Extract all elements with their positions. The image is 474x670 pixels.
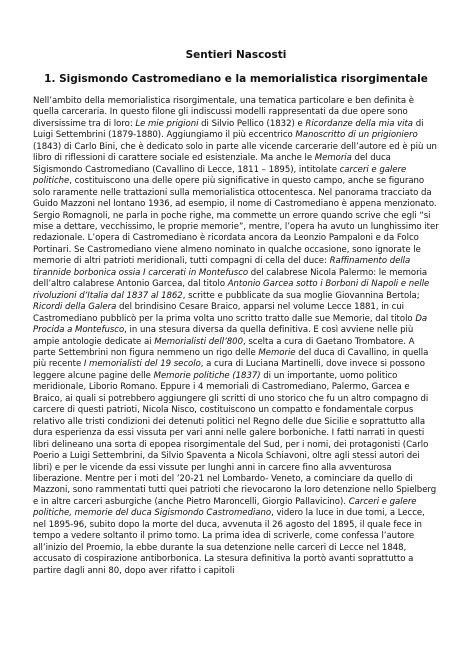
italic-title-text: Antonio Garcea sotto i Borboni di Napoli e nelle rivoluzioni d’Italia dal 1837 al 1862 — [33, 279, 430, 301]
italic-title-text: Carceri e galere politiche, memorie del duca Sigismondo Castromediano — [33, 496, 417, 519]
document-title: Sentieri Nascosti — [185, 49, 287, 61]
body-text-segment: , videro la luce in due tomi, a Lecce, nel 1895-96, subito dopo la morte del duca, avvenuta il 26 agosto del 1895, il quale fece in tempo a vedere soltanto il primo tomo. La prima idea di scriverle, come confessa l’autore all’inizio del Proemio, la ebbe durante la sua detenzione nelle carceri di Lecce nel 1848, accusato di cospirazione antiborbonica. La stesura definitiva la portò avanti soprattutto a partire dagli anni 80, dopo aver rifatto i capitoli — [33, 508, 425, 576]
italic-title-text: Memoria — [314, 153, 352, 164]
italic-title-text: Memorie politiche (1837) — [153, 370, 261, 381]
body-text-segment: del duca di Cavallino, in quella più recente — [33, 347, 429, 370]
body-text-segment: , a cura di Luciana Martinelli, dove invece si possono leggere alcune pagine delle — [33, 359, 425, 381]
italic-title-text: Ricordi della Galera — [33, 302, 117, 313]
body-text-segment: di Luigi Settembrini (1879-1880). Aggiungiamo il più eccentrico — [33, 118, 424, 141]
body-text-segment: , costituiscono una delle opere più significative in questo campo, anche se figurano solo raramente nelle trattazioni sulla memorialistica ottocentesca. Nel panorama tracciato da Guido Mazzoni nel lontano 1936, ad esempio, il nome di Castromediano è appena menzionato. Sergio Romagnoli, ne parla in poche righe, ma commette un errore quando scrive che egli “si mise a dettare, vecchissimo, le proprie memorie”, mentre, l’opera ha avuto un lunghissimo iter redazionale. L’opera di Castromediano è ricordata ancora da Leonzio Pampaloni e da Folco Portinari. Se Castromediano viene almeno nominato in qualche occasione, sono ignorate le memorie di altri patrioti meridionali, tutti compagni di cella del duce: — [33, 176, 439, 267]
section-heading: 1. Sigismondo Castromediano e la memorialistica risorgimentale — [44, 73, 428, 85]
body-text-segment: (1843) di Carlo Bini, che è dedicato solo in parte alle vicende carcerarie dell’autore ed è più un libro di riflessioni di carattere sociale ed esistenziale. Ma anche le — [33, 141, 437, 164]
body-paragraph — [33, 96, 439, 577]
body-text-segment: , scritte e pubblicate da sua moglie Giovannina Bertola; — [182, 290, 420, 301]
body-text-segment: di un importante, uomo politico meridionale, Liborio Romano. Eppure i 4 memoriali di Castromediano, Palermo, Garcea e Braico, ai quali si potrebbero aggiungere gli scritti di uno storico che fu un altro compagno di carcere di questi patrioti, Nicola Nisco, costituiscono un compatto e fondamentale corpus relativo alle tristi condizioni dei detenuti politici nel Regno delle due Sicilie e soprattutto alla dura esperienza da essi vissuta per vari anni nelle galere borboniche. I fatti narrati in questi libri delineano una sorta di epopea risorgimentale del Sud, per i nomi, dei protagonisti (Carlo Poerio a Luigi Settembrini, da Silvio Spaventa a Nicola Schiavoni, oltre agli stessi autori dei libri) e per le vicende da essi vissute per lunghi anni in carcere fino alla avventurosa liberazione. Mentre per i moti del ’20-21 nel Lombardo- Veneto, a cominciare da quello di Mazzoni, sono rammentati tutti quei patrioti che rievocarono la loro detenzione nello Spielberg e in altre carceri asburgiche (anche Pietro Maroncelli, Giorgio Pallavicino). — [33, 370, 437, 507]
italic-title-text: Le mie prigioni — [135, 118, 199, 129]
body-text-segment: , in una stesura diversa da quella definitiva. E così avviene nelle più ampie antologie dedicate ai — [33, 325, 414, 347]
body-text-segment: Nell’ambito della memorialistica risorgimentale, una tematica particolare e ben definita è quella carceraria. In questo filone gli indiscussi modelli rappresentati da due opere sono diversissime tra di loro: — [33, 96, 415, 129]
italic-title-text: Memorialisti dell’800 — [154, 336, 243, 347]
italic-title-text: Memorie — [258, 347, 296, 358]
body-text-segment: di Silvio Pellico (1832) e — [198, 118, 306, 129]
italic-title-text: Manoscritto di un prigioniero — [295, 130, 418, 141]
italic-title-text: Raffinamento della tirannide borbonica ossia I carcerati in Montefusco — [33, 256, 411, 278]
body-text-segment: del brindisino Cesare Braico, apparsi nel volume Lecce 1881, in cui Castromediano pubblicò per la prima volta uno scritto tratto dalle sue Memorie, dal titolo — [33, 302, 416, 324]
italic-title-text: carceri e galere politiche — [33, 164, 407, 187]
body-text-segment: del duca Sigismondo Castromediano (Cavallino di Lecce, 1811 – 1895), intitolate — [33, 153, 391, 175]
italic-title-text: I memorialisti del 19 secolo — [83, 359, 201, 370]
italic-title-text: Da Procida a Montefusco — [33, 313, 428, 336]
italic-title-text: Ricordanze della mia vita — [305, 118, 414, 129]
body-text-segment: , scelta a cura di Gaetano Trombatore. A parte Settembrini non figura nemmeno un rigo delle — [33, 336, 415, 358]
body-text-segment: del calabrese Nicola Palermo: le memoria dell’altro calabrese Antonio Garcea, dal titolo — [33, 267, 428, 290]
